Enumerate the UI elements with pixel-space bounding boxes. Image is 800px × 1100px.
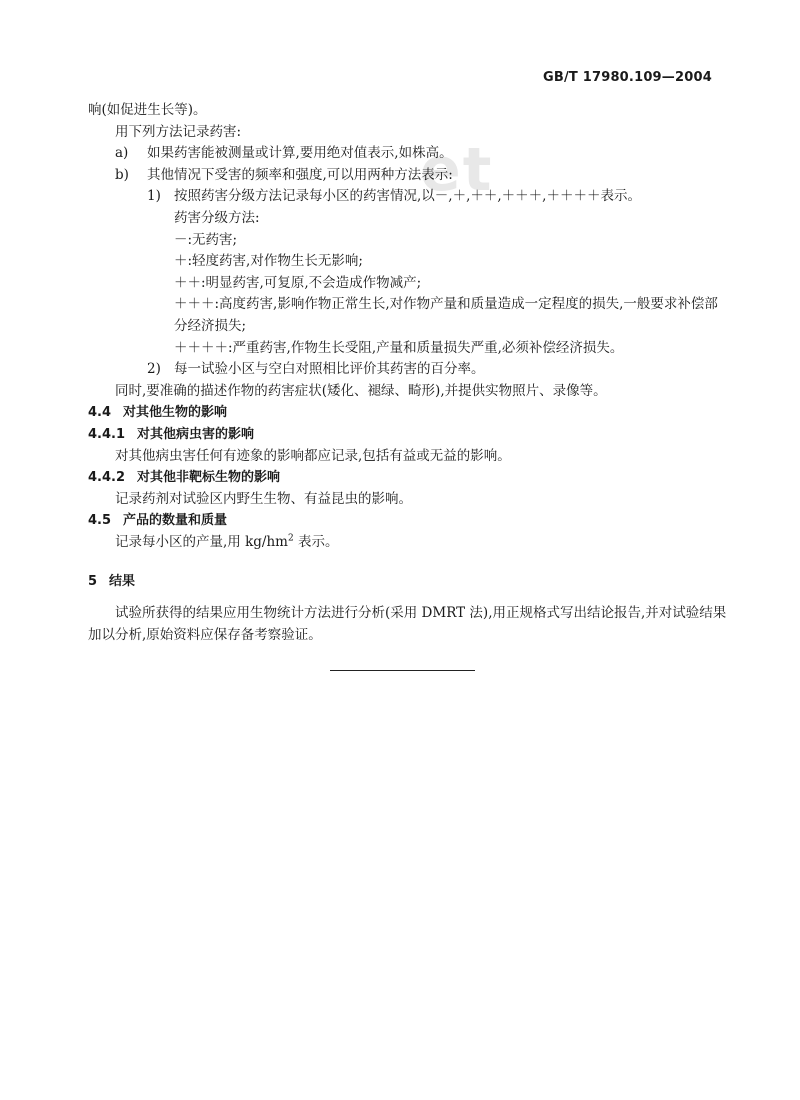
grade-4: ＋＋＋＋:严重药害,作物生长受阻,产量和质量损失严重,必须补偿经济损失。 (174, 339, 624, 356)
section-heading-5 (88, 571, 728, 593)
list-tag: a) (115, 145, 129, 162)
section-number: 4.5 (88, 513, 112, 529)
section-heading-4-4-2 (88, 467, 728, 489)
results-paragraph (88, 603, 728, 646)
paragraph-indent (88, 605, 115, 621)
superscript: 2 (287, 533, 294, 544)
section-heading-4-4-1 (88, 424, 728, 446)
grade-2: ＋＋:明显药害,可复原,不会造成作物减产; (174, 274, 422, 291)
list-text: 每一试验小区与空白对照相比评价其药害的百分率。 (174, 361, 485, 378)
section-title: 结果 (109, 574, 136, 590)
list-tag: 2) (147, 361, 161, 378)
section-number: 5 (88, 574, 98, 590)
grade-1: ＋:轻度药害,对作物生长无影响; (174, 253, 363, 270)
section-number: 4.4.2 (88, 470, 126, 486)
section-title: 对其他非靶标生物的影响 (137, 470, 281, 486)
section-title: 对其他生物的影响 (123, 405, 228, 421)
yield-text: 记录每小区的产量,用 kg/hm (115, 533, 288, 550)
section-number: 4.4.1 (88, 426, 126, 442)
section-heading-4-4 (88, 402, 728, 424)
list-text: 如果药害能被测量或计算,要用绝对值表示,如株高。 (147, 145, 453, 162)
document-body (88, 100, 728, 646)
list-text: 按照药害分级方法记录每小区的药害情况,以－,＋,＋＋,＋＋＋,＋＋＋＋表示。 (174, 188, 641, 205)
list-text: 其他情况下受害的频率和强度,可以用两种方法表示: (147, 166, 453, 183)
list-tag: 1) (147, 188, 161, 205)
list-item-a (88, 143, 728, 165)
grade-3: ＋＋＋:高度药害,影响作物正常生长,对作物产量和质量造成一定程度的损失,一般要求补偿部分经济损失; (174, 296, 718, 334)
grade-0: －:无药害; (174, 231, 238, 248)
results-text: 试验所获得的结果应用生物统计方法进行分析(采用 DMRT 法),用正规格式写出结论报告,并对试验结果加以分析,原始资料应保存备考察验证。 (88, 605, 727, 643)
standard-code: GB/T 17980.109—2004 (542, 70, 712, 85)
list-item-b1 (88, 186, 728, 208)
grade-title: 药害分级方法: (174, 209, 260, 226)
section-title: 对其他病虫害的影响 (137, 426, 255, 442)
section-heading-4-5 (88, 510, 728, 532)
watermark: et (420, 135, 494, 205)
section-title: 产品的数量和质量 (123, 513, 228, 529)
list-item-b2 (88, 359, 728, 381)
text-line: 同时,要准确的描述作物的药害症状(矮化、褪绿、畸形),并提供实物照片、录像等。 (115, 382, 607, 399)
section-text: 记录药剂对试验区内野生生物、有益昆虫的影响。 (115, 490, 412, 507)
text-line: 用下列方法记录药害: (115, 123, 242, 140)
text-line: 响(如促进生长等)。 (88, 102, 207, 118)
yield-text-end: 表示。 (293, 533, 339, 550)
list-tag: b) (115, 166, 129, 183)
list-item-b (88, 165, 728, 187)
section-text (88, 532, 728, 554)
section-text: 对其他病虫害任何有迹象的影响都应记录,包括有益或无益的影响。 (115, 447, 511, 464)
end-rule (330, 670, 475, 671)
section-number: 4.4 (88, 405, 112, 421)
